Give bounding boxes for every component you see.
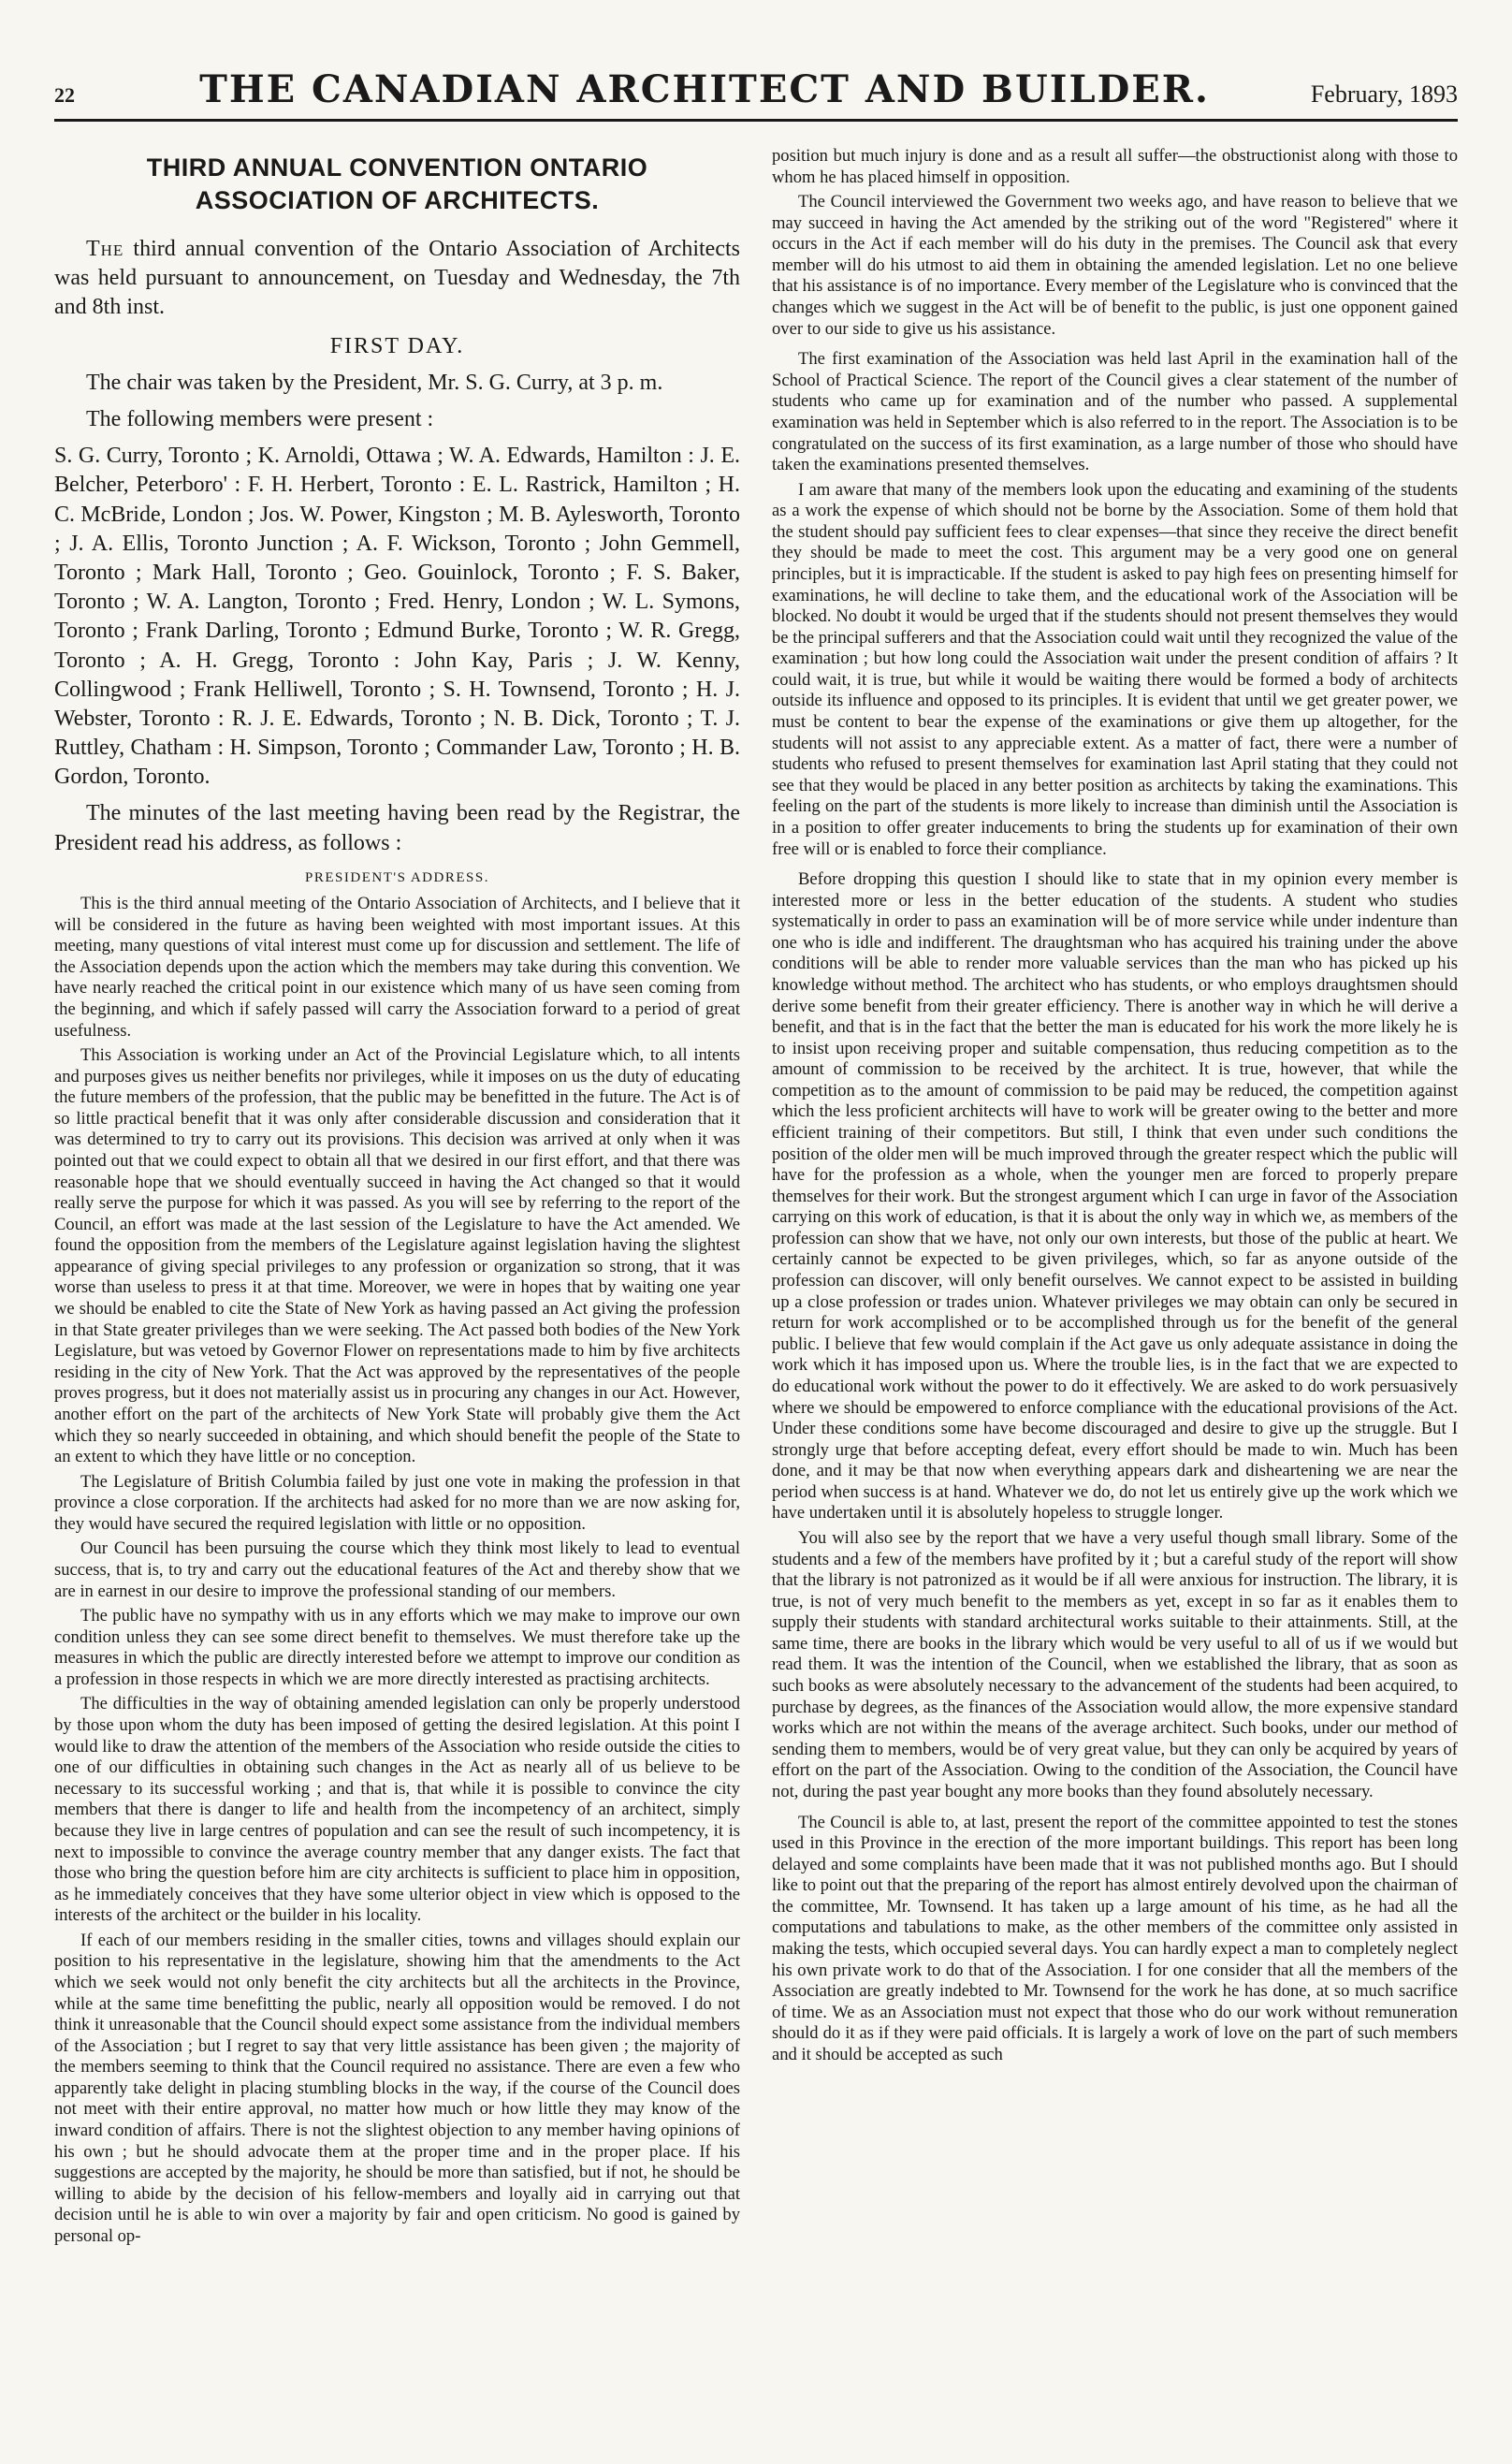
first-day-heading: FIRST DAY. [329,333,465,358]
presidents-address-heading: PRESIDENT'S ADDRESS. [305,869,489,885]
paragraph: The Council interviewed the Government two weeks ago, and have reason to believe that we may succeed in having the Act amended by the striking out of the word "Registered" where it occurs in the Act if each member will do his duty in the premises. The Council ask that every member will do his utmost to aid them in obtaining the amended legislation. Let no one believe that his assistance is of no importance. Every member of the Legislature who is convinced that the changes which we suggest in the Act will be of benefit to the public, is just one opponent gained over to our side to give us his assistance. [772,192,1458,339]
paragraph: The public have no sympathy with us in any efforts which we may make to improve our own condition unless they can see some direct benefit to themselves. We must therefore take up the measures in which the public are directly interested before we attempt to improve our condition as a profession in those respects in which we are more directly interested as practising architects. [54,1606,740,1689]
intro-text: third annual convention of the Ontario Association of Architects was held pursuant to announcement, on Tuesday and Wednesday, the 7th and 8th inst. [54,237,740,320]
paragraph: I am aware that many of the members look upon the educating and examining of the students as a work the expense of which should not be borne by the Association. Some of them hold that the student should pay sufficient fees to clear expenses—that since they receive the direct benefit they should be made to meet the cost. This argument may be a very good one on general principles, but it is impracticable. If the student is asked to pay high fees on presenting himself for examinations, he will decline to take them, and the educational work of the Association will be blocked. No doubt it would be urged that if the students should not present themselves they would be the principal sufferers and that the Association could wait until they recognized the value of the examination ; but how long could the Association wait under the present condition of affairs ? It could wait, it is true, but while it would be waiting there would be formed a body of architects outside its influence and opposed to its principles. It is evident that until we get greater power, we must be content to bear the expense of the examinations or give them up altogether, for the students will not assist to any appreciable extent. As a matter of fact, there were a number of students who refused to present themselves for examination last April stating that they could not see that they would be placed in any better position as architects by taking the examinations. This feeling on the part of the students is more likely to increase than diminish until the Association is in a position to offer greater inducements to bring the students up for examination of their own free will or is enabled to force their compliance. [772,479,1458,859]
paragraph: The Council is able to, at last, present the report of the committee appointed to test the stones used in this Province in the erection of the more important buildings. This report has been long delayed and some complaints have been made that it was not published months ago. But I should like to point out that the preparing of the report has almost entirely devolved upon the chairman of the committee, Mr. Townsend. It has taken up a large amount of his time, as he had all the computations and tabulations to make, as the other members of the committee only assisted in making the tests, which occupied several days. You can hardly expect a man to completely neglect his own private work to do that of the Association. I for one consider that all the members of the Association are greatly indebted to Mr. Townsend for the work he has done, at so much sacrifice of time. We as an Association must not expect that those who do our work without remuneration should do it as if they were paid officials. It is largely a work of love on the part of such members and it should be accepted as such [772,1812,1458,2064]
minutes-paragraph: The minutes of the last meeting having been read by the Registrar, the President read his address, as follows : [54,801,740,855]
left-column-body [54,894,740,2247]
paragraph: position but much injury is done and as a result all suffer—the obstructionist along with those to whom he has placed himself in opposition. [772,146,1458,187]
paragraph: You will also see by the report that we have a very useful though small library. Some of the students and a few of the members have profited by it ; but a careful study of the report will show that the library is not patronized as it would be if all were anxious for instruction. The library, it is true, is not of very much benefit to the members as yet, except in so far as it enables them to supply their students with standard architectural works suitable to their attainments. Still, at the same time, there are books in the library which would be very useful to all of us if we would but read them. It was the intention of the Council, when we established the library, that as soon as such books as were absolutely necessary to the advancement of the students had been acquired, to purchase by degrees, as the finances of the Association would allow, the more expensive standard works which are not within the means of the average architect. Such books, under our method of sending them to members, would be of very great value, but they can only be acquired by years of effort on the part of the Association. Owing to the condition of the Association, the Council have not, during the past year bought any more books than they found absolutely necessary. [772,1528,1458,1801]
article-columns [54,146,1458,2251]
issue-date: February, 1893 [1310,80,1458,108]
paragraph: If each of our members residing in the smaller cities, towns and villages should explain our position to his representative in the legislature, showing him that the amendments to the Act which we seek would not only benefit the city architects but all the architects in the Province, while at the same time benefitting the public, nearly all opposition would be removed. I do not think it unreasonable that the Council should expect some assistance from the individual members of the Association ; but I regret to say that very little assistance has been given ; the majority of the members seeming to think that the Council required no assistance. There are even a few who apparently take delight in placing stumbling blocks in the way, if the course of the Council does not meet with their entire approval, no matter how much or how little they may know of the inward condition of affairs. There is not the slightest objection to any member having opinions of his own ; but he should advocate them at the proper time and in the proper place. If his suggestions are accepted by the majority, he should be more than satisfied, but if not, he should be willing to abide by the decision of his fellow-members and loyally aid in carrying out that decision until he is able to win over a majority by fair and open criticism. No good is gained by personal op- [54,1930,740,2246]
paragraph: The first examination of the Association was held last April in the examination hall of the School of Practical Science. The report of the Council gives a clear statement of the number of students who came up for examination and of the number who passed. A supplemental examination was held in September which is also referred to in the report. The Association is to be congratulated on the success of its first examination, as a large number of those who should have taken the examinations presented themselves. [772,349,1458,475]
article-intro [54,235,740,858]
masthead [54,67,1458,122]
paragraph: This is the third annual meeting of the Ontario Association of Architects, and I believe that it will be considered in the future as having been weighted with most important issues. At this meeting, many questions of vital interest must come up for discussion and settlement. The life of the Association depends upon the action which the members may take during this convention. We have nearly reached the critical point in our existence which many of us have seen coming from the beginning, and which if safely passed will carry the Association forward to a period of great usefulness. [54,894,740,1041]
journal-title: THE CANADIAN ARCHITECT AND BUILDER. [199,67,1210,111]
paragraph: The Legislature of British Columbia failed by just one vote in making the profession in that province a close corporation. If the architects had asked for no more than we are now asking for, they would have secured the required legislation with little or no opposition. [54,1471,740,1534]
paragraph: Before dropping this question I should like to state that in my opinion every member is interested more or less in the better education of the students. A student who studies systematically in order to pass an examination will be of more service while under indenture than one who is idle and indifferent. The draughtsman who has acquired his training under the above conditions will be able to render more valuable services than the man who has picked up his knowledge without method. The architect who has students, or who employs draughtsmen should derive some benefit from their greater efficiency. There is another way in which he will derive a benefit, and that is in the fact that the better the man is educated for his work the more likely he is to insist upon receiving proper and suitable compensation, thus reducing competition as to the amount of commission to be received by the architect. It is true, however, that while the competition as to the amount of commission to be paid may be reduced, the competition against which the less proficient architects will have to work will be greater owing to the better and more efficient training of their competitors. But still, I think that even under such conditions the position of the older men will be much improved through the greater respect which the public will have for the profession as a whole, when the younger men are forced to properly prepare themselves for their work. But the strongest argument which I can urge in favor of the Association carrying on this work of education, is that it is about the only way in which we, as members of the profession can show that we have, not only our own interests, but those of the public at heart. We certainly cannot be expected to be given privileges, which, so far as anyone outside of the profession can discover, will only benefit ourselves. We cannot expect to be assisted in building up a close profession or trades union. Whatever privileges we may obtain can only be secured in return for work accomplished or to be accomplished through us for the benefit of the general public. I believe that few would complain if the Act gave us only adequate assistance in doing the work which it has imposed upon us. Where the trouble lies, is in the fact that we are expected to do educational work without the power to do it effectively. We are asked to do work persuasively where we should be empowered to enforce compliance with the educational provisions of the Act. Under these conditions some have become discouraged and desire to give up the struggle. But I strongly urge that before accepting defeat, every effort should be made to win. Much has been done, and it may be that now when everything appears dark and disheartening we are near the period when success is at hand. Whatever we do, do not let us entirely give up the work which we have undertaken until it is absolutely hopeless to struggle longer. [772,869,1458,1524]
page-number: 22 [54,83,75,107]
paragraph: The difficulties in the way of obtaining amended legislation can only be properly understood by those upon whom the duty has been imposed of getting the desired legislation. At this point I would like to draw the attention of the members of the Association who reside outside the cities to one of our difficulties in obtaining such changes in the Act as nearly all of us believe to be necessary to its successful working ; and that is, that while it is possible to convince the city members that there is danger to life and health from the incompetency of an architect, simply because they live in large centres of population and can see the result of such incompetency, it is next to impossible to convince the average country member that any danger exists. The fact that those who bring the question before him are city architects is sufficient to place him in opposition, as he immediately conceives that they have some ulterior object in view which is opposed to the interests of the architect or the builder in his locality. [54,1694,740,1926]
intro-paragraph [54,235,740,323]
right-column-body [772,146,1458,2065]
members-intro: The following members were present : [86,407,434,432]
intro-lead-in: The [86,237,124,262]
chair-paragraph: The chair was taken by the President, Mr. S. G. Curry, at 3 p. m. [86,370,663,395]
article-title: THIRD ANNUAL CONVENTION ONTARIO ASSOCIATION OF ARCHITECTS. [146,153,648,214]
column-right [772,146,1458,2251]
members-list: S. G. Curry, Toronto ; K. Arnoldi, Ottawa ; W. A. Edwards, Hamilton : J. E. Belcher, Peterboro' : F. H. Herbert, Toronto : E. L. Rastrick, Hamilton ; H. C. McBride, London ; Jos. W. Power, Kingston ; M. B. Aylesworth, Toronto ; J. A. Ellis, Toronto Junction ; A. F. Wickson, Toronto ; John Gemmell, Toronto ; Mark Hall, Toronto ; Geo. Gouinlock, Toronto ; F. S. Baker, Toronto ; W. A. Langton, Toronto ; Fred. Henry, London ; W. L. Symons, Toronto ; Frank Darling, Toronto ; Edmund Burke, Toronto ; W. R. Gregg, Toronto ; A. H. Gregg, Toronto : John Kay, Paris ; J. W. Kenny, Collingwood ; Frank Helliwell, Toronto ; S. H. Townsend, Toronto ; H. J. Webster, Toronto : R. J. E. Edwards, Toronto ; N. B. Dick, Toronto ; T. J. Ruttley, Chatham : H. Simpson, Toronto ; Commander Law, Toronto ; H. B. Gordon, Toronto. [54,444,740,790]
paragraph: Our Council has been pursuing the course which they think most likely to lead to eventual success, that is, to try and carry out the educational features of the Act and thereby show that we are in earnest in our desire to improve the professional standing of our members. [54,1538,740,1601]
column-left [54,146,740,2251]
paragraph: This Association is working under an Act of the Provincial Legislature which, to all intents and purposes gives us neither benefits nor privileges, while it imposes on us the duty of educating the future members of the profession, that the public may be benefitted in the future. The Act is of so little practical benefit that it was only after considerable discussion and consideration that it was determined to try to carry out its provisions. This decision was arrived at only when it was pointed out that we could expect to obtain all that we desired in our first effort, and that there was reasonable hope that we should eventually succeed in having the Act changed so that it would really serve the purpose for which it was passed. As you will see by referring to the report of the Council, an effort was made at the last session of the Legislature to have the Act amended. We found the opposition from the members of the Legislature against legislation having the slightest appearance of giving special privileges to any profession or organization so strong, that it was worse than useless to press it at that time. Moreover, we were in hopes that by waiting one year we should be enabled to cite the State of New York as having passed an Act giving the profession in that State greater privileges than we were seeking. The Act passed both bodies of the New York Legislature, but was vetoed by Governor Flower on representations made to him by five architects residing in the city of New York. That the Act was approved by the representatives of the people proves progress, but it does not materially assist us in procuring any changes in our Act. However, another effort on the part of the architects of New York State will probably give them the Act which they so nearly succeeded in obtaining, and which should benefit the people of the State to an extent to which they have little or no conception. [54,1045,740,1467]
